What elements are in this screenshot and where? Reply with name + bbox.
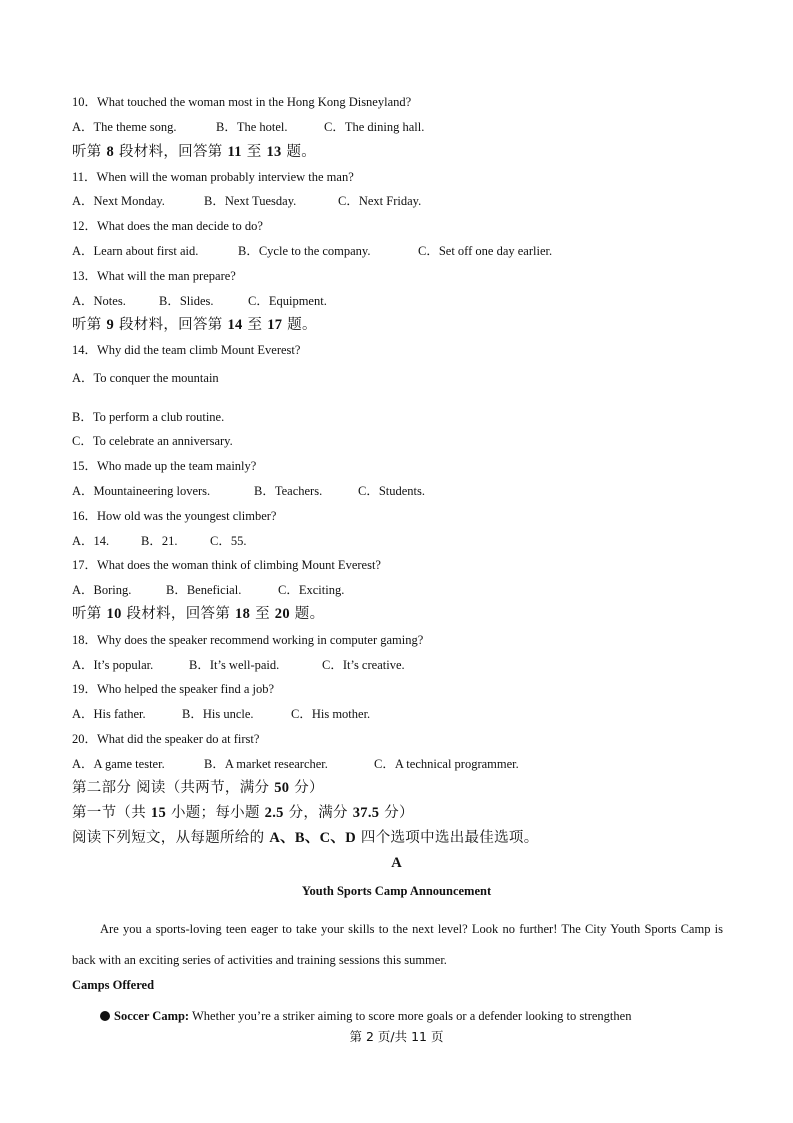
option-c: C．It’s creative. <box>322 658 405 672</box>
option-a: A．A game tester. <box>72 757 165 771</box>
question-14: 14．Why did the team climb Mount Everest? <box>72 343 301 357</box>
options-18 <box>72 657 405 673</box>
option-c: C．Students. <box>358 484 426 498</box>
question-19: 19．Who helped the speaker find a job? <box>72 682 275 696</box>
options-15 <box>72 483 425 499</box>
option-a: A．It’s popular. <box>72 658 154 672</box>
section-heading-9: 听第 9 段材料，回答第 14 至 17 题。 <box>72 317 317 333</box>
option-c: C．Next Friday. <box>338 194 422 208</box>
bullet-text: Whether you’re a striker aiming to score more goals or a defender looking to strengthen <box>189 1009 632 1023</box>
question-15: 15．Who made up the team mainly? <box>72 459 257 473</box>
passage-letter: A <box>391 855 402 871</box>
option-b: B．21. <box>141 534 178 548</box>
question-17: 17．What does the woman think of climbing Mount Everest? <box>72 558 381 572</box>
option-a: A．Next Monday. <box>72 194 165 208</box>
question-10: 10．What touched the woman most in the Hong Kong Disneyland? <box>72 95 412 109</box>
option-b: B．It’s well-paid. <box>189 658 280 672</box>
option-b: B．A market researcher. <box>204 757 328 771</box>
options-12 <box>72 243 552 259</box>
options-10 <box>72 119 424 135</box>
option-a: A．His father. <box>72 707 146 721</box>
section-one-heading: 第一节（共 15 小题；每小题 2.5 分，满分 37.5 分） <box>72 805 414 821</box>
option-a: A．Boring. <box>72 583 132 597</box>
option-b: B．His uncle. <box>182 707 254 721</box>
camps-heading: Camps Offered <box>72 978 155 992</box>
option-b: B．Slides. <box>159 294 214 308</box>
option-a: A．Mountaineering lovers. <box>72 484 211 498</box>
option-a: A．Notes. <box>72 294 126 308</box>
option-14-a: A．To conquer the mountain <box>72 371 219 385</box>
option-b: B．Next Tuesday. <box>204 194 297 208</box>
bullet-icon <box>100 1011 110 1021</box>
option-c: C．A technical programmer. <box>374 757 519 771</box>
question-11: 11．When will the woman probably interview the man? <box>72 170 354 184</box>
option-a: A．The theme song. <box>72 120 177 134</box>
passage-title: Youth Sports Camp Announcement <box>301 884 492 898</box>
option-14-b: B．To perform a club routine. <box>72 410 225 424</box>
option-a: A．Learn about first aid. <box>72 244 199 258</box>
option-c: C．Set off one day earlier. <box>418 244 553 258</box>
option-c: C．The dining hall. <box>324 120 425 134</box>
options-17 <box>72 582 344 598</box>
option-c: C．His mother. <box>291 707 371 721</box>
section-heading-8: 听第 8 段材料，回答第 11 至 13 题。 <box>72 144 317 160</box>
passage-paragraph-1: Are you a sports-loving teen eager to take your skills to the next level? Look no further! The City Youth Sports Camp is back with an exciting series of activities and training sessions this summer. <box>72 922 723 967</box>
question-16: 16．How old was the youngest climber? <box>72 509 277 523</box>
options-11 <box>72 193 421 209</box>
option-c: C．Equipment. <box>248 294 327 308</box>
option-c: C．Exciting. <box>278 583 345 597</box>
option-b: B．The hotel. <box>216 120 288 134</box>
option-b: B．Teachers. <box>254 484 323 498</box>
option-c: C．55. <box>210 534 247 548</box>
options-19 <box>72 706 370 722</box>
instructions: 阅读下列短文，从每题所给的 A、B、C、D 四个选项中选出最佳选项。 <box>72 830 539 846</box>
option-14-c: C．To celebrate an anniversary. <box>72 434 233 448</box>
bullet-soccer-camp <box>72 1008 723 1024</box>
bullet-label: Soccer Camp: <box>114 1009 190 1023</box>
question-12: 12．What does the man decide to do? <box>72 219 263 233</box>
question-20: 20．What did the speaker do at first? <box>72 732 260 746</box>
options-13 <box>72 293 327 309</box>
options-16 <box>72 533 246 549</box>
option-b: B．Cycle to the company. <box>238 244 371 258</box>
options-20 <box>72 756 519 772</box>
question-13: 13．What will the man prepare? <box>72 269 236 283</box>
section-heading-10: 听第 10 段材料，回答第 18 至 20 题。 <box>72 606 325 622</box>
question-18: 18．Why does the speaker recommend working in computer gaming? <box>72 633 424 647</box>
page-footer: 第 2 页/共 11 页 <box>349 1029 444 1044</box>
option-b: B．Beneficial. <box>166 583 242 597</box>
option-a: A．14. <box>72 534 110 548</box>
part-two-heading: 第二部分 阅读（共两节，满分 50 分） <box>72 780 324 796</box>
